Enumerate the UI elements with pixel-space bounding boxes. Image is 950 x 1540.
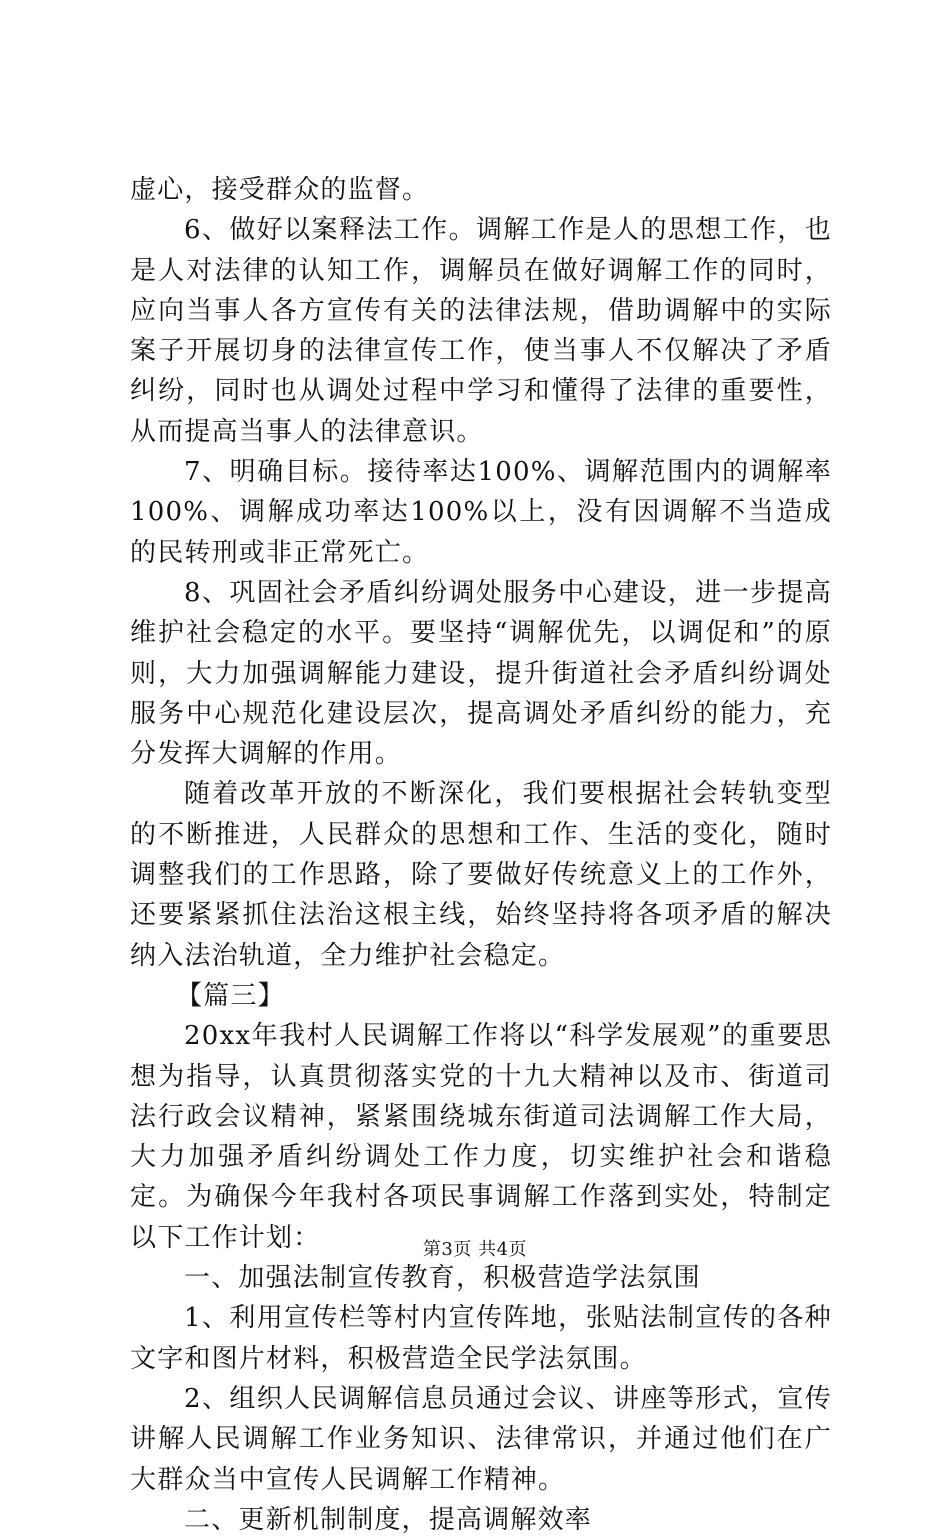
paragraph-one-item-1: 1、利用宣传栏等村内宣传阵地，张贴法制宣传的各种文字和图片材料，积极营造全民学法氛围。 [130,1303,832,1374]
paragraph-summary: 随着改革开放的不断深化，我们要根据社会转轨变型的不断推进，人民群众的思想和工作、生活的变化，随时调整我们的工作思路，除了要做好传统意义上的工作外，还要紧紧抓住法治这根主线，始终坚持将各项矛盾的解决纳入法治轨道，全力维护社会稳定。 [130,779,832,971]
paragraph-intro: 20xx年我村人民调解工作将以“科学发展观”的重要思想为指导，认真贯彻落实党的十九大精神以及市、街道司法行政会议精神，紧紧围绕城东街道司法调解工作大局，大力加强矛盾纠纷调处工作力度，切实维护社会和谐稳定。为确保今年我村各项民事调解工作落到实处，特制定以下工作计划： [130,1021,832,1253]
paragraph-item-7: 7、明确目标。接待率达100%、调解范围内的调解率100%、调解成功率达100%以上，没有因调解不当造成的民转刑或非正常死亡。 [130,457,832,568]
section-heading-part-three: 【篇三】 [176,980,285,1011]
paragraph-item-6: 6、做好以案释法工作。调解工作是人的思想工作，也是人对法律的认知工作，调解员在做好调解工作的同时，应向当事人各方宣传有关的法律法规，借助调解中的实际案子开展切身的法律宣传工作，使当事人不仅解决了矛盾纠纷，同时也从调处过程中学习和懂得了法律的重要性，从而提高当事人的法律意识。 [130,215,832,447]
page-number-footer: 第3页 共4页 [422,1239,528,1260]
document-body [130,170,832,1540]
subheading-two: 二、更新机制制度，提高调解效率 [184,1504,593,1535]
paragraph-continuation: 虚心，接受群众的监督。 [130,175,430,205]
paragraph-one-item-2: 2、组织人民调解信息员通过会议、讲座等形式，宣传讲解人民调解工作业务知识、法律常识，并通过他们在广大群众当中宣传人民调解工作精神。 [130,1383,832,1495]
paragraph-item-8: 8、巩固社会矛盾纠纷调处服务中心建设，进一步提高维护社会稳定的水平。要坚持“调解优先，以调促和”的原则，大力加强调解能力建设，提升街道社会矛盾纠纷调处服务中心规范化建设层次，提高调处矛盾纠纷的能力，充分发挥大调解的作用。 [130,577,832,770]
subheading-one: 一、加强法制宣传教育，积极营造学法氛围 [184,1263,701,1294]
